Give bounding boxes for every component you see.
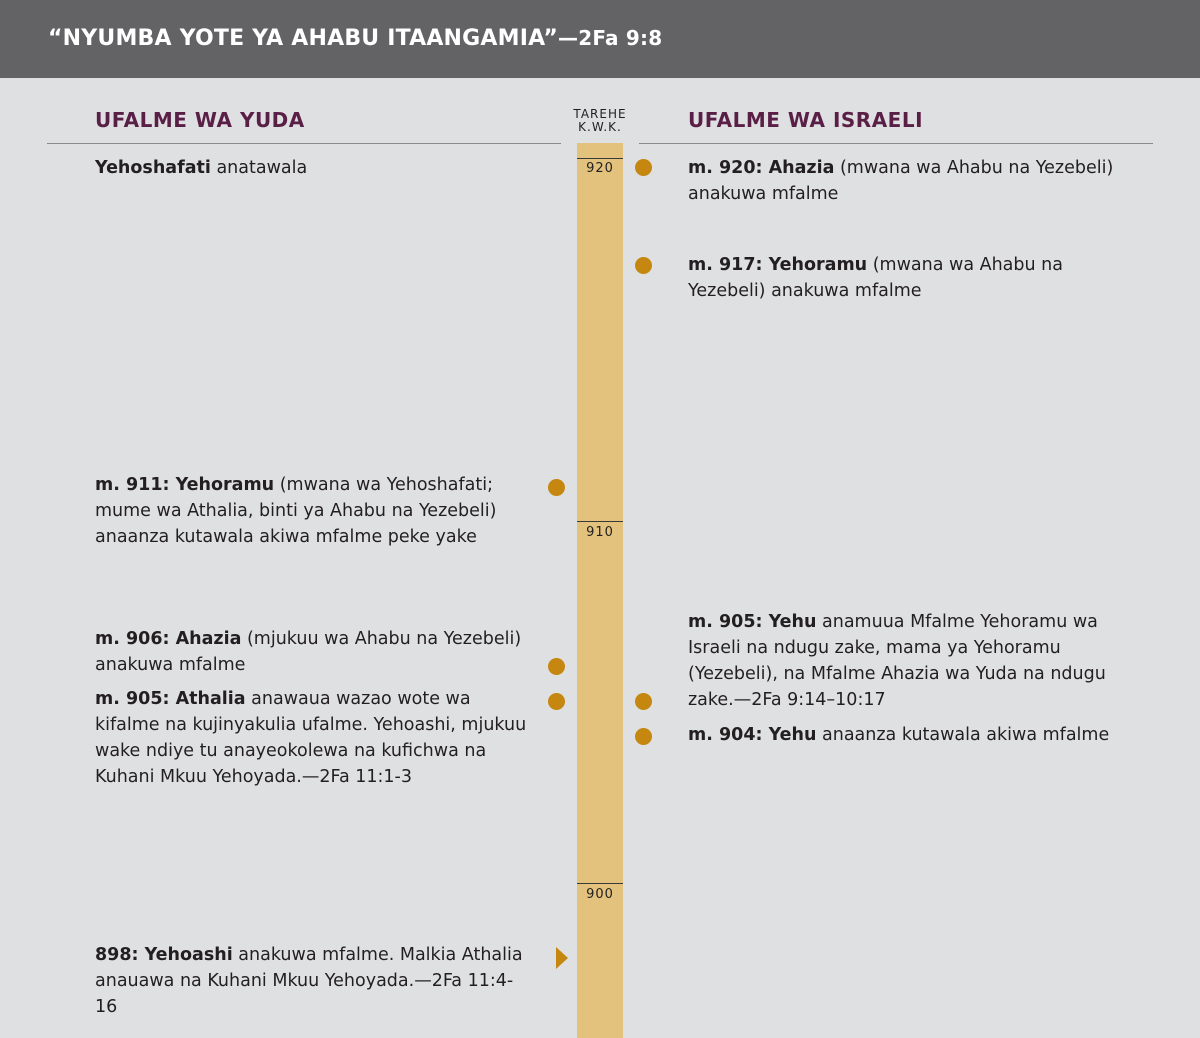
tick-900 [577,883,623,884]
tick-920 [577,158,623,159]
event-text: anawaua wazao wote wa kifalme na kujinyakulia ufalme. Yehoashi, mjukuu wake ndiye tu anayeokolewa na kufichwa na Kuhani Mkuu Yehoyada.—2Fa 11:1-3 [95,689,527,787]
timeline-axis-label [564,108,636,134]
tick-label-900: 900 [586,887,614,902]
event-text: (mwana wa Ahabu na Yezebeli) anakuwa mfalme [688,255,1063,301]
event-title: m. 911: Yehoramu [95,475,275,495]
event-title: m. 917: Yehoramu [688,255,868,275]
title-reference: —2Fa 9:8 [558,26,663,50]
tick-label-920: 920 [586,161,614,176]
marker-dot-israel-905 [635,693,652,710]
judah-event-906 [95,626,525,678]
page-title [48,26,662,51]
marker-dot-israel-920 [635,159,652,176]
event-title: Yehoshafati [95,158,211,178]
timeline-bar [577,143,623,1038]
event-title: m. 920: Ahazia [688,158,835,178]
event-text: (mjukuu wa Ahabu na Yezebeli) anakuwa mfalme [95,629,522,675]
axis-label-line2: K.W.K. [578,120,622,134]
title-banner [0,0,1200,78]
event-text: anakuwa mfalme. Malkia Athalia anauawa na Kuhani Mkuu Yehoyada.—2Fa 11:4-16 [95,945,523,1017]
event-title: m. 906: Ahazia [95,629,242,649]
judah-event-905 [95,686,535,790]
marker-dot-israel-904 [635,728,652,745]
marker-dot-judah-911 [548,479,565,496]
event-text: anaanza kutawala akiwa mfalme [816,725,1110,745]
israel-event-905 [688,609,1128,713]
event-title: m. 904: Yehu [688,725,817,745]
israel-heading-rule [639,143,1153,144]
title-text: “NYUMBA YOTE YA AHABU ITAANGAMIA” [48,26,559,51]
israel-event-904 [688,722,1148,748]
event-text: (mwana wa Ahabu na Yezebeli) anakuwa mfalme [688,158,1114,204]
event-text: anatawala [210,158,308,178]
israel-event-920 [688,155,1118,207]
tick-label-910: 910 [586,525,614,540]
marker-dot-israel-917 [635,257,652,274]
axis-label-line1: TAREHE [573,107,627,121]
event-text: anamuua Mfalme Yehoramu wa Israeli na ndugu zake, mama ya Yehoramu (Yezebeli), na Mfalme Ahazia wa Yuda na ndugu zake.—2Fa 9:14–10:17 [688,612,1106,710]
judah-event-911 [95,472,525,550]
event-text: (mwana wa Yehoshafati; mume wa Athalia, binti ya Ahabu na Yezebeli) anaanza kutawala akiwa mfalme peke yake [95,475,497,547]
marker-dot-judah-905 [548,693,565,710]
israel-heading: UFALME WA ISRAELI [688,108,924,132]
judah-heading: UFALME WA YUDA [95,108,305,132]
judah-heading-rule [47,143,561,144]
event-title: 898: Yehoashi [95,945,233,965]
judah-event-jehoshaphat [95,155,535,181]
tick-910 [577,521,623,522]
event-title: m. 905: Athalia [95,689,246,709]
israel-event-917 [688,252,1118,304]
event-title: m. 905: Yehu [688,612,817,632]
marker-arrow-judah-898 [556,947,568,969]
judah-event-898 [95,942,525,1020]
marker-dot-judah-906 [548,658,565,675]
